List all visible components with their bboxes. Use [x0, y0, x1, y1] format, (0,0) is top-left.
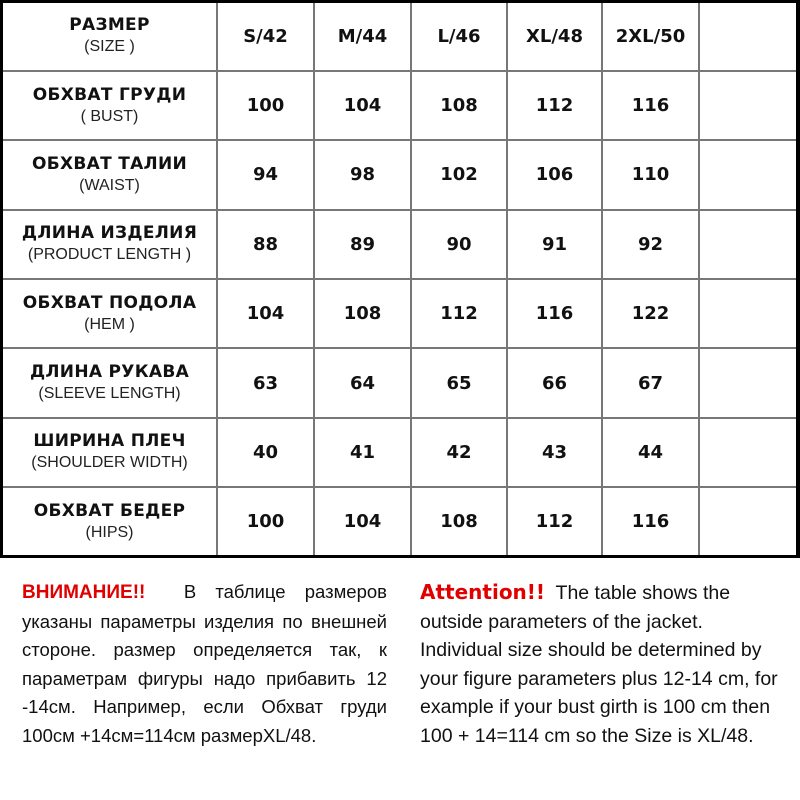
row-label-cell [3, 140, 217, 209]
row-label-en: (HEM ) [84, 315, 135, 333]
value-cell: 64 [314, 348, 411, 417]
row-label-ru: ШИРИНА ПЛЕЧ [33, 431, 186, 452]
value-cell: 108 [411, 71, 507, 140]
value-cell: 100 [217, 487, 314, 555]
value-cell: 44 [602, 418, 699, 487]
value-cell: 100 [217, 71, 314, 140]
size-header: XL/48 [507, 3, 602, 71]
size-table [3, 3, 796, 555]
value-cell: 112 [507, 487, 602, 555]
row-label-ru: ДЛИНА РУКАВА [29, 362, 190, 383]
row-label-cell [3, 71, 217, 140]
value-cell: 88 [217, 210, 314, 279]
value-cell: 112 [507, 71, 602, 140]
row-label-ru: ОБХВАТ ГРУДИ [32, 84, 187, 105]
table-row [3, 487, 796, 555]
value-cell: 89 [314, 210, 411, 279]
value-cell-empty [699, 418, 796, 487]
value-cell-empty [699, 279, 796, 348]
row-label-en: (SHOULDER WIDTH) [31, 454, 188, 472]
value-cell: 104 [217, 279, 314, 348]
value-cell: 104 [314, 71, 411, 140]
value-cell: 63 [217, 348, 314, 417]
value-cell: 102 [411, 140, 507, 209]
note-text-en: The table shows the outside parameters of the jacket. Individual size should be determined by your figure parameters plus 12-14 cm, for example if your bust girth is 100 cm then 100 + 14=114 cm so the Size is XL/48. [420, 582, 778, 747]
value-cell: 40 [217, 418, 314, 487]
value-cell: 94 [217, 140, 314, 209]
value-cell: 108 [314, 279, 411, 348]
value-cell: 116 [602, 71, 699, 140]
size-header: S/42 [217, 3, 314, 71]
row-label-ru: ОБХВАТ ТАЛИИ [31, 153, 188, 174]
row-label-cell [3, 418, 217, 487]
table-row [3, 279, 796, 348]
size-header: L/46 [411, 3, 507, 71]
table-row [3, 418, 796, 487]
table-row [3, 140, 796, 209]
note-english [420, 578, 785, 750]
value-cell: 41 [314, 418, 411, 487]
header-row [3, 3, 796, 71]
value-cell-empty [699, 348, 796, 417]
header-label-ru: РАЗМЕР [69, 15, 150, 36]
row-label-ru: ДЛИНА ИЗДЕЛИЯ [21, 223, 198, 244]
value-cell: 42 [411, 418, 507, 487]
value-cell: 67 [602, 348, 699, 417]
note-russian [22, 578, 387, 750]
value-cell: 98 [314, 140, 411, 209]
value-cell: 92 [602, 210, 699, 279]
table-row [3, 210, 796, 279]
value-cell-empty [699, 140, 796, 209]
value-cell: 122 [602, 279, 699, 348]
size-header-empty [699, 3, 796, 71]
row-label-en: (SLEEVE LENGTH) [38, 385, 181, 403]
value-cell: 106 [507, 140, 602, 209]
note-text-ru: В таблице размеров указаны параметры изделия по внешней стороне. размер определяется так, к параметрам фигуры надо прибавить 12 -14см. Например, если Обхват груди 100см +14см=114см размерXL/48. [22, 581, 387, 746]
attention-label-ru: ВНИМАНИЕ!! [22, 582, 146, 603]
value-cell: 112 [411, 279, 507, 348]
value-cell: 90 [411, 210, 507, 279]
value-cell: 108 [411, 487, 507, 555]
value-cell: 110 [602, 140, 699, 209]
row-label-cell [3, 210, 217, 279]
size-header: 2XL/50 [602, 3, 699, 71]
value-cell: 116 [507, 279, 602, 348]
row-label-cell [3, 487, 217, 555]
size-header: M/44 [314, 3, 411, 71]
row-label-en: ( BUST) [80, 107, 139, 125]
value-cell: 43 [507, 418, 602, 487]
row-label-en: (PRODUCT LENGTH ) [27, 246, 192, 264]
value-cell-empty [699, 71, 796, 140]
value-cell: 91 [507, 210, 602, 279]
value-cell: 116 [602, 487, 699, 555]
row-label-cell [3, 279, 217, 348]
row-label-ru: ОБХВАТ ПОДОЛА [22, 292, 197, 313]
row-label-ru: ОБХВАТ БЕДЕР [33, 500, 186, 521]
value-cell: 66 [507, 348, 602, 417]
row-label-en: (HIPS) [85, 523, 134, 541]
header-label-cell [3, 3, 217, 71]
value-cell-empty [699, 210, 796, 279]
attention-label-en: Attention!! [420, 580, 546, 604]
table-row [3, 348, 796, 417]
row-label-cell [3, 348, 217, 417]
table-row [3, 71, 796, 140]
value-cell: 65 [411, 348, 507, 417]
row-label-en: (WAIST) [79, 176, 140, 194]
notes-section [0, 578, 800, 788]
value-cell: 104 [314, 487, 411, 555]
header-label-en: (SIZE ) [84, 38, 135, 56]
value-cell-empty [699, 487, 796, 555]
